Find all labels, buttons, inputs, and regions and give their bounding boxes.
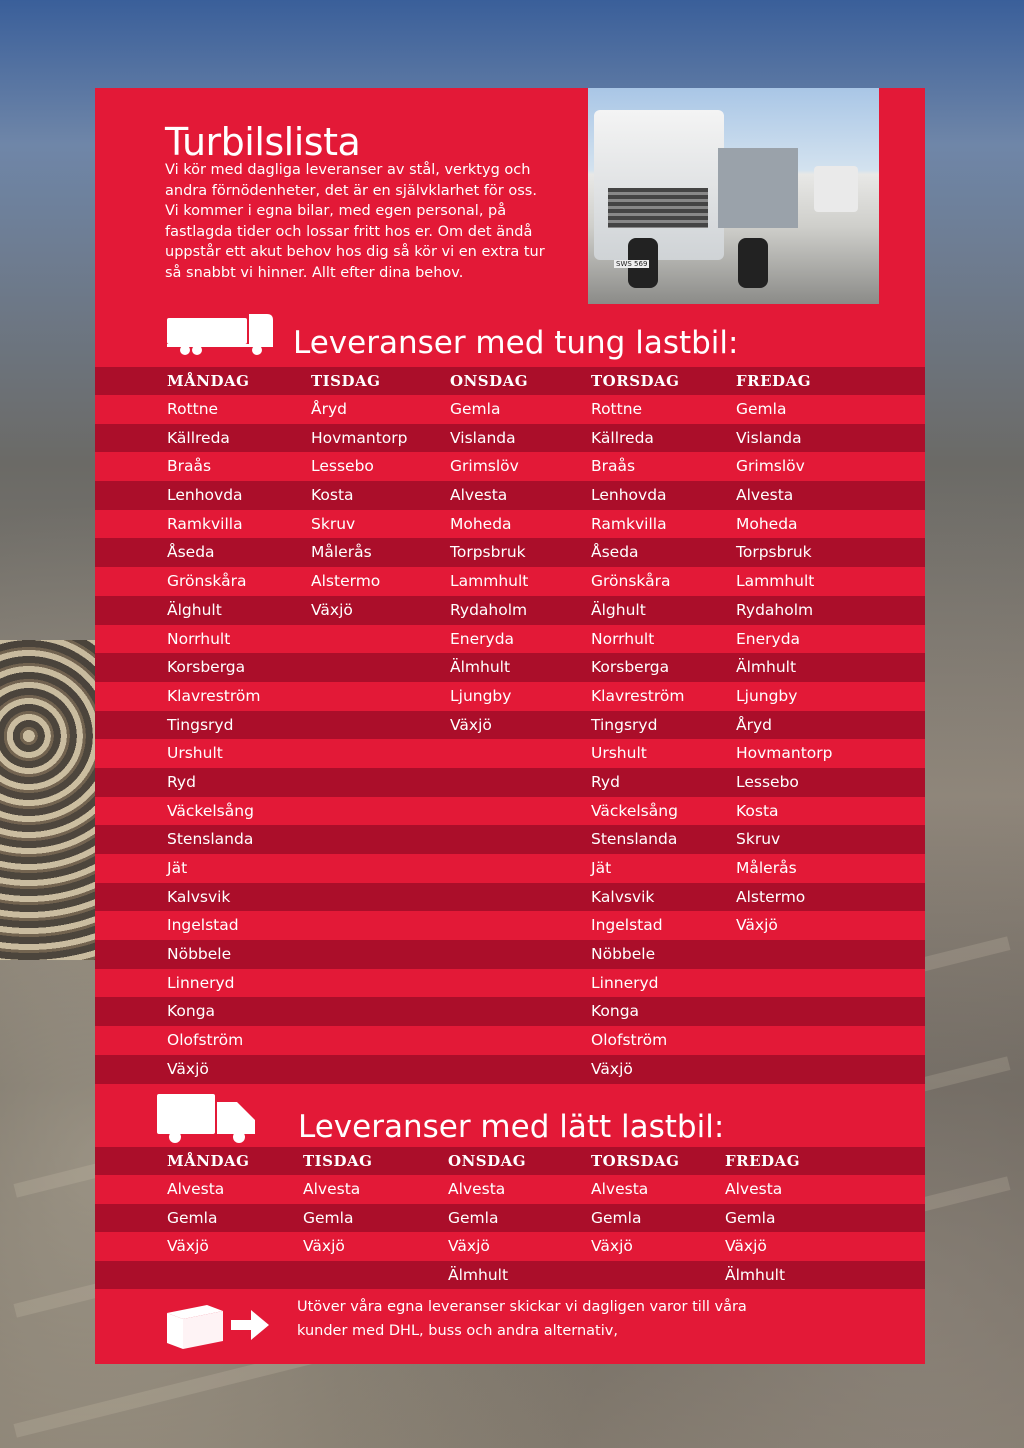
table-row bbox=[95, 452, 925, 481]
town-cell: Källreda bbox=[591, 428, 654, 447]
town-cell: Målerås bbox=[736, 859, 797, 877]
town-cell: Växjö bbox=[591, 1237, 633, 1255]
town-cell: Norrhult bbox=[167, 629, 231, 648]
town-cell: Växjö bbox=[591, 1059, 633, 1078]
table-row bbox=[95, 538, 925, 567]
day-header: TORSDAG bbox=[591, 1152, 680, 1170]
table-row bbox=[95, 1204, 925, 1233]
town-cell: Ramkvilla bbox=[591, 514, 667, 533]
town-cell: Rottne bbox=[167, 400, 219, 418]
town-cell: Norrhult bbox=[591, 629, 655, 648]
town-cell: Älmhult bbox=[736, 658, 797, 677]
town-cell: Linneryd bbox=[591, 973, 659, 992]
town-cell: Växjö bbox=[448, 1237, 490, 1255]
town-cell: Växjö bbox=[736, 916, 778, 935]
town-cell: Växjö bbox=[167, 1237, 209, 1255]
table-row bbox=[95, 883, 925, 912]
town-cell: Kalvsvik bbox=[167, 887, 231, 906]
town-cell: Källreda bbox=[167, 428, 230, 447]
footer-text: Utöver våra egna leveranser skickar vi dagligen varor till våra kunder med DHL, buss och andra alternativ, bbox=[297, 1299, 747, 1339]
table-row bbox=[95, 940, 925, 969]
town-cell: Älmhult bbox=[725, 1265, 786, 1284]
town-cell: Stenslanda bbox=[167, 830, 254, 849]
town-cell: Rottne bbox=[591, 400, 643, 418]
table-row bbox=[95, 911, 925, 940]
day-header-row bbox=[95, 367, 925, 395]
heavy-truck-schedule bbox=[95, 367, 925, 1084]
town-cell: Väckelsång bbox=[167, 801, 254, 820]
table-row bbox=[95, 1261, 925, 1290]
town-cell: Jät bbox=[591, 859, 612, 877]
town-cell: Målerås bbox=[311, 543, 372, 562]
town-cell: Ljungby bbox=[450, 686, 512, 705]
town-cell: Lenhovda bbox=[167, 486, 243, 505]
town-cell: Gemla bbox=[303, 1208, 354, 1227]
table-row bbox=[95, 625, 925, 654]
town-cell: Linneryd bbox=[167, 973, 235, 992]
table-row bbox=[95, 739, 925, 768]
day-header-row bbox=[95, 1147, 925, 1175]
table-row bbox=[95, 768, 925, 797]
day-header: ONSDAG bbox=[448, 1152, 527, 1170]
table-row bbox=[95, 596, 925, 625]
table-row bbox=[95, 395, 925, 424]
town-cell: Eneryda bbox=[450, 629, 515, 648]
truck-plate: SWS 569 bbox=[616, 260, 648, 268]
town-cell: Växjö bbox=[303, 1237, 345, 1255]
town-cell: Ryd bbox=[591, 772, 620, 791]
town-cell: Gemla bbox=[448, 1208, 499, 1227]
table-row bbox=[95, 854, 925, 883]
town-cell: Gemla bbox=[167, 1208, 218, 1227]
page-title: Turbilslista bbox=[165, 120, 361, 164]
table-row bbox=[95, 653, 925, 682]
town-cell: Tingsryd bbox=[167, 715, 234, 734]
town-cell: Tingsryd bbox=[591, 715, 658, 734]
table-row bbox=[95, 997, 925, 1026]
town-cell: Gemla bbox=[591, 1208, 642, 1227]
table-row bbox=[95, 424, 925, 453]
town-cell: Åryd bbox=[736, 715, 772, 734]
town-cell: Älghult bbox=[591, 600, 646, 619]
table-row bbox=[95, 1026, 925, 1055]
town-cell: Braås bbox=[167, 457, 212, 476]
light-truck-schedule bbox=[95, 1147, 925, 1289]
town-cell: Växjö bbox=[725, 1237, 767, 1255]
town-cell: Älghult bbox=[167, 600, 222, 619]
day-header: TORSDAG bbox=[591, 372, 680, 390]
town-cell: Jät bbox=[167, 859, 188, 877]
town-cell: Klavreström bbox=[591, 686, 685, 705]
day-header: FREDAG bbox=[725, 1152, 801, 1170]
town-cell: Hovmantorp bbox=[736, 744, 833, 763]
town-cell: Urshult bbox=[591, 744, 647, 763]
day-header: TISDAG bbox=[303, 1152, 373, 1170]
truck-photo bbox=[588, 88, 879, 304]
town-cell: Alvesta bbox=[167, 1180, 225, 1198]
town-cell: Alvesta bbox=[303, 1180, 361, 1198]
light-heading: Leveranser med lätt lastbil: bbox=[298, 1109, 725, 1145]
heavy-heading: Leveranser med tung lastbil: bbox=[293, 325, 739, 361]
town-cell: Korsberga bbox=[591, 658, 670, 677]
table-row bbox=[95, 825, 925, 854]
package-icon bbox=[163, 1301, 227, 1351]
town-cell: Grimslöv bbox=[450, 457, 519, 476]
table-row bbox=[95, 682, 925, 711]
town-cell: Ryd bbox=[167, 772, 196, 791]
town-cell: Grönskåra bbox=[591, 572, 671, 591]
table-row bbox=[95, 1175, 925, 1204]
town-cell: Kosta bbox=[311, 486, 354, 505]
town-cell: Vislanda bbox=[450, 428, 516, 447]
town-cell: Vislanda bbox=[736, 428, 802, 447]
heavy-truck-icon bbox=[167, 314, 275, 356]
town-cell: Skruv bbox=[736, 830, 781, 849]
town-cell: Klavreström bbox=[167, 686, 261, 705]
town-cell: Konga bbox=[591, 1002, 640, 1021]
town-cell: Väckelsång bbox=[591, 801, 678, 820]
day-header: FREDAG bbox=[736, 372, 812, 390]
table-row bbox=[95, 797, 925, 826]
town-cell: Kalvsvik bbox=[591, 887, 655, 906]
arrow-right-icon bbox=[231, 1310, 269, 1340]
town-cell: Alvesta bbox=[450, 486, 508, 505]
day-header: MÅNDAG bbox=[167, 1152, 250, 1170]
intro-text: Vi kör med dagliga leveranser av stål, verktyg och andra förnödenheter, det är en självklarhet för oss. Vi kommer i egna bilar, med egen personal, på fastlagda tider och lossar fritt hos er. Om det ändå uppstår ett akut behov hos dig så kör vi en extra tur så snabbt vi hinner. Allt efter dina behov. bbox=[165, 162, 545, 281]
town-cell: Älmhult bbox=[450, 658, 511, 677]
table-row bbox=[95, 481, 925, 510]
town-cell: Ingelstad bbox=[591, 916, 663, 935]
town-cell: Ljungby bbox=[736, 686, 798, 705]
town-cell: Gemla bbox=[450, 400, 501, 418]
town-cell: Torpsbruk bbox=[736, 543, 812, 562]
light-truck-icon bbox=[157, 1094, 259, 1144]
day-header: TISDAG bbox=[311, 372, 381, 390]
town-cell: Åryd bbox=[311, 400, 347, 418]
town-cell: Korsberga bbox=[167, 658, 246, 677]
town-cell: Alvesta bbox=[591, 1180, 649, 1198]
steel-rods-background bbox=[0, 640, 96, 960]
town-cell: Kosta bbox=[736, 801, 779, 820]
town-cell: Urshult bbox=[167, 744, 223, 763]
town-cell: Lammhult bbox=[450, 572, 529, 591]
day-header: MÅNDAG bbox=[167, 372, 250, 390]
town-cell: Nöbbele bbox=[591, 945, 656, 964]
town-cell: Åseda bbox=[591, 543, 639, 562]
day-header: ONSDAG bbox=[450, 372, 529, 390]
town-cell: Hovmantorp bbox=[311, 428, 408, 447]
town-cell: Skruv bbox=[311, 514, 356, 533]
town-cell: Stenslanda bbox=[591, 830, 678, 849]
town-cell: Olofström bbox=[167, 1031, 244, 1050]
town-cell: Braås bbox=[591, 457, 636, 476]
town-cell: Alstermo bbox=[311, 572, 381, 591]
town-cell: Älmhult bbox=[448, 1265, 509, 1284]
town-cell: Rydaholm bbox=[736, 600, 814, 619]
town-cell: Åseda bbox=[167, 543, 215, 562]
town-cell: Eneryda bbox=[736, 629, 801, 648]
table-row bbox=[95, 711, 925, 740]
table-row bbox=[95, 969, 925, 998]
table-row bbox=[95, 510, 925, 539]
town-cell: Alvesta bbox=[736, 486, 794, 505]
town-cell: Lenhovda bbox=[591, 486, 667, 505]
town-cell: Olofström bbox=[591, 1031, 668, 1050]
town-cell: Lessebo bbox=[736, 772, 799, 791]
town-cell: Ramkvilla bbox=[167, 514, 243, 533]
town-cell: Gemla bbox=[736, 400, 787, 418]
town-cell: Alvesta bbox=[725, 1180, 783, 1198]
town-cell: Grönskåra bbox=[167, 572, 247, 591]
town-cell: Nöbbele bbox=[167, 945, 232, 964]
turbilslista-panel bbox=[95, 88, 925, 1364]
town-cell: Växjö bbox=[167, 1059, 209, 1078]
table-row bbox=[95, 1055, 925, 1084]
town-cell: Lammhult bbox=[736, 572, 815, 591]
town-cell: Moheda bbox=[450, 514, 512, 533]
town-cell: Växjö bbox=[311, 600, 353, 619]
table-row bbox=[95, 567, 925, 596]
town-cell: Rydaholm bbox=[450, 600, 528, 619]
town-cell: Ingelstad bbox=[167, 916, 239, 935]
town-cell: Gemla bbox=[725, 1208, 776, 1227]
town-cell: Lessebo bbox=[311, 457, 374, 476]
table-row bbox=[95, 1232, 925, 1261]
town-cell: Grimslöv bbox=[736, 457, 805, 476]
town-cell: Alvesta bbox=[448, 1180, 506, 1198]
town-cell: Alstermo bbox=[736, 887, 806, 906]
town-cell: Växjö bbox=[450, 715, 492, 734]
town-cell: Konga bbox=[167, 1002, 216, 1021]
town-cell: Torpsbruk bbox=[450, 543, 526, 562]
town-cell: Moheda bbox=[736, 514, 798, 533]
